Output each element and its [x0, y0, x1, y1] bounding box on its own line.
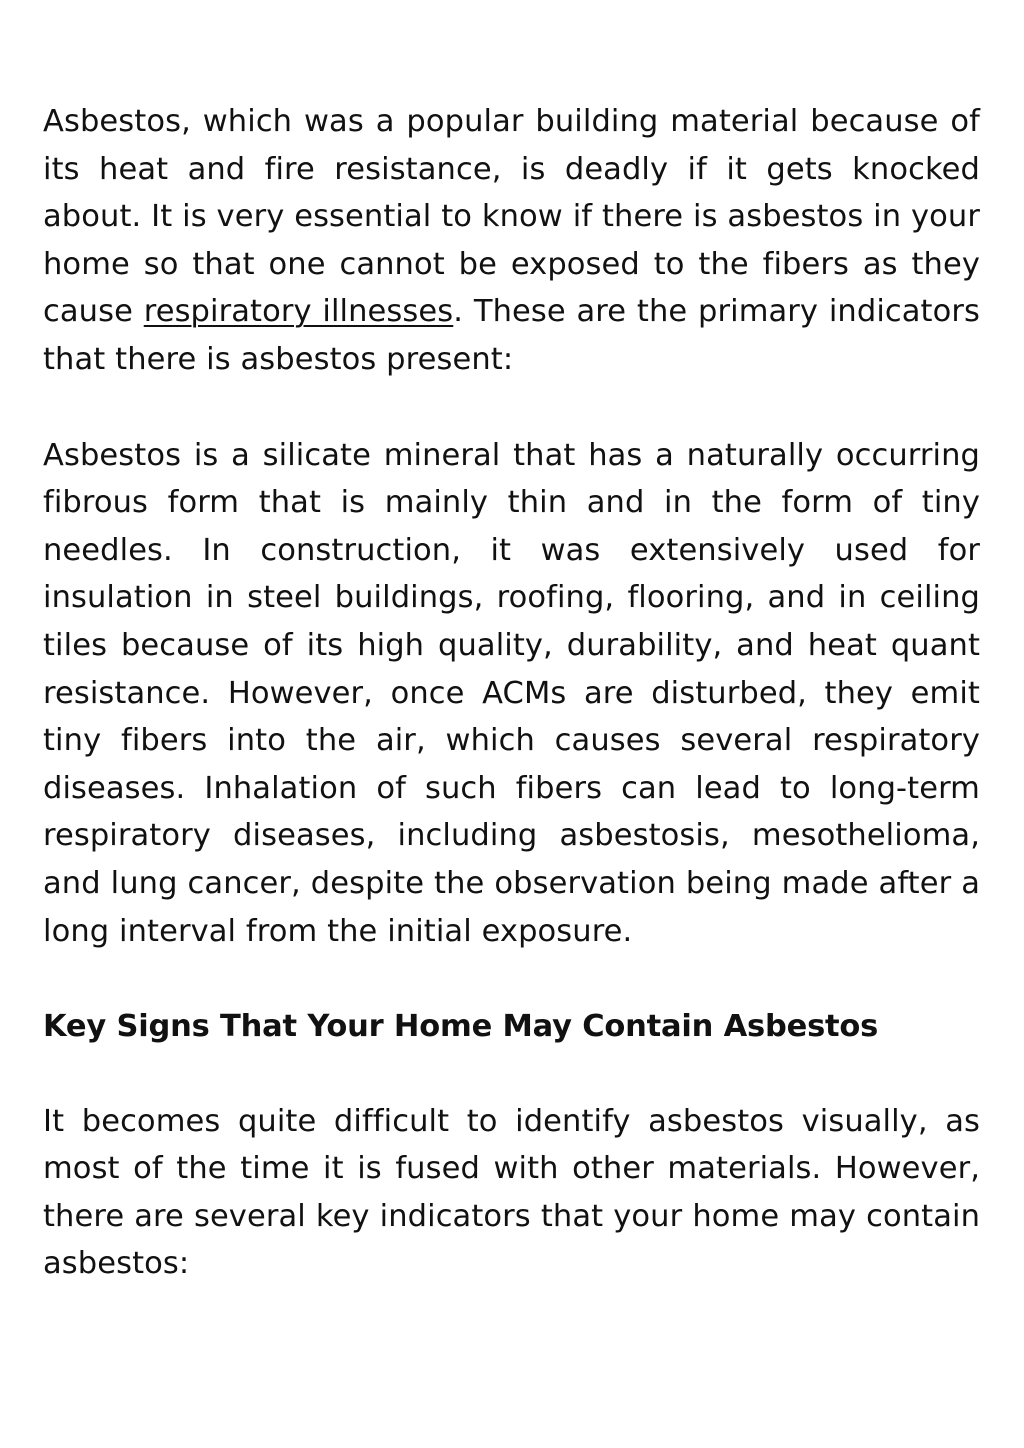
paragraph-spacer	[43, 384, 980, 432]
document-page	[43, 98, 980, 1288]
intro-paragraph	[43, 98, 980, 384]
respiratory-illnesses-link[interactable]: respiratory illnesses	[143, 294, 454, 330]
paragraph-spacer	[43, 955, 980, 1003]
section-heading: Key Signs That Your Home May Contain Asbestos	[43, 1009, 879, 1045]
intro-text-end: . These are the primary indicators that there is asbestos present:	[43, 294, 981, 377]
paragraph-spacer	[43, 1051, 980, 1098]
asbestos-description-paragraph: Asbestos is a silicate mineral that has a naturally occurring fibrous form that is mainly thin and in the form of tiny needles. In construction, it was extensively used for insulation in steel buildings, roofing, flooring, and in ceiling tiles because of its high quality, durability, and heat quant resistance. However, once ACMs are disturbed, they emit tiny fibers into the air, which causes several respiratory diseases. Inhalation of such fibers can lead to long-term respiratory diseases, including asbestosis, mesothelioma, and lung cancer, despite the observation being made after a long interval from the initial exposure.	[43, 437, 980, 949]
intro-text-start: Asbestos, which was a popular building material because of its heat and fire resistance, is deadly if it gets knocked about. It is very essential to know if there is asbestos in your home so that one cannot be exposed to the fibers as they cause	[43, 104, 980, 330]
identification-paragraph: It becomes quite difficult to identify asbestos visually, as most of the time it is fused with other materials. However, there are several key indicators that your home may contain asbestos:	[43, 1103, 980, 1282]
